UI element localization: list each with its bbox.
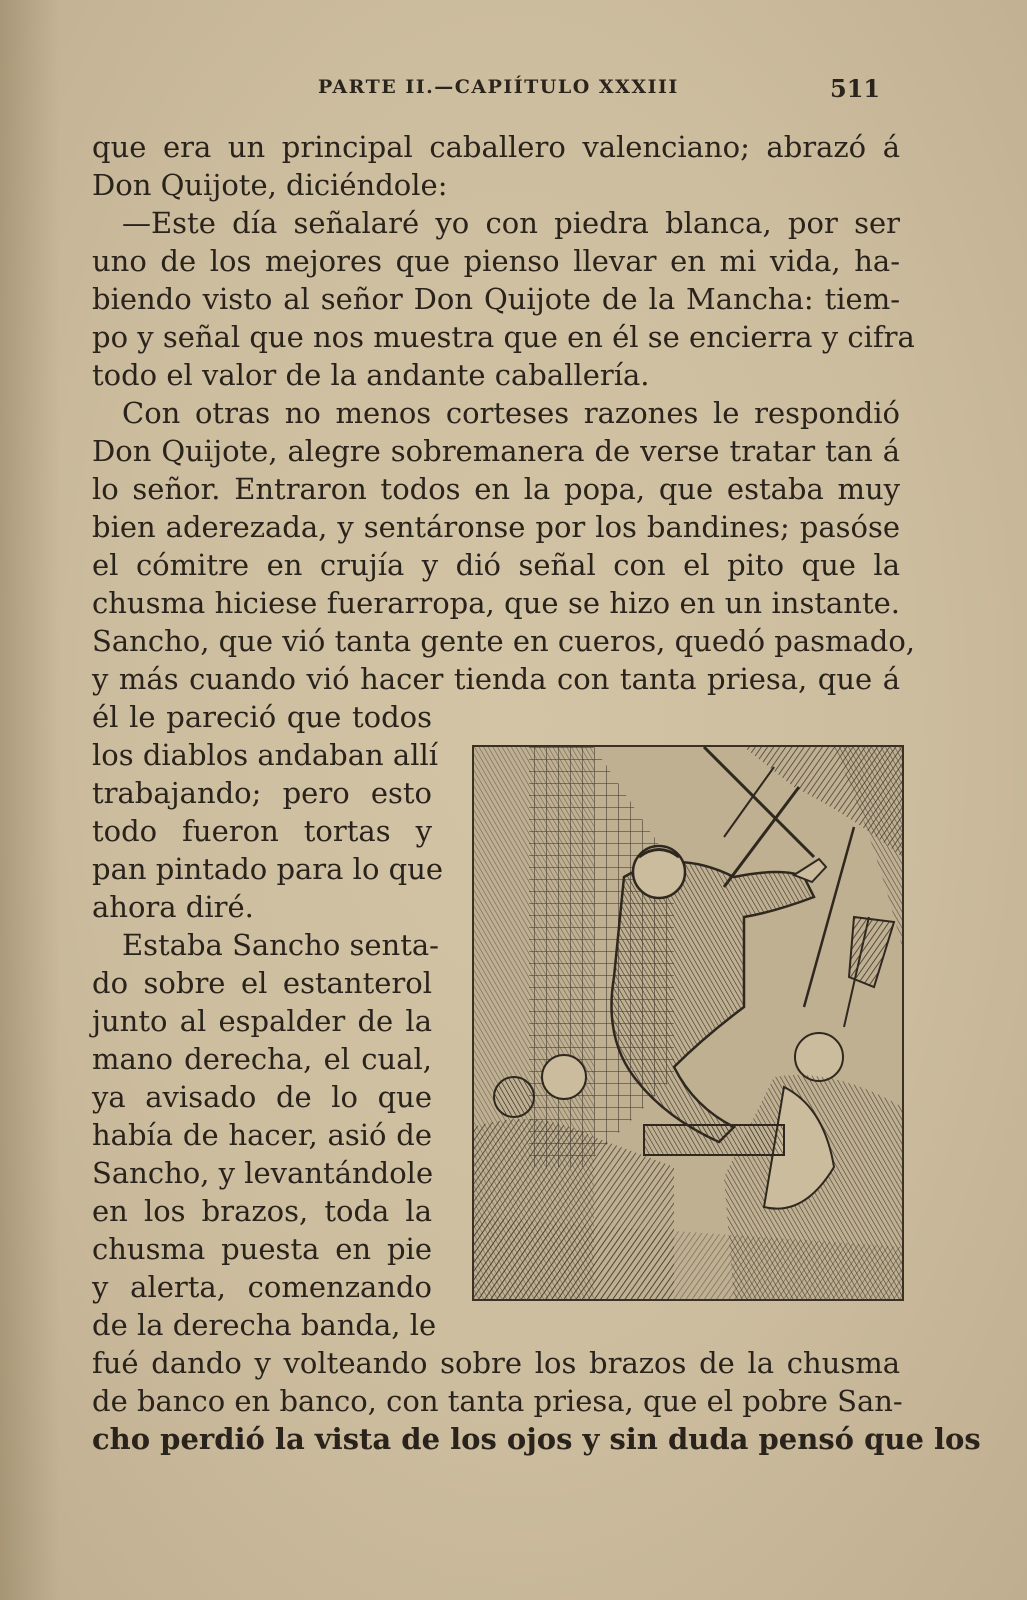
text-line: de banco en banco, con tanta priesa, que el pobre San- [92, 1384, 903, 1418]
text-line: pan pintado para lo que [92, 852, 444, 886]
text-line: había de hacer, asió de [92, 1118, 432, 1152]
text-line: trabajando; pero esto [92, 776, 432, 810]
text-line: junto al espalder de la [92, 1004, 432, 1038]
text-line: todo el valor de la andante caballería. [92, 358, 650, 392]
text-line: lo señor. Entraron todos en la popa, que estaba muy [92, 472, 900, 506]
text-line: chusma hiciese fuerarropa, que se hizo en un instante. [92, 586, 900, 620]
page-number: 511 [830, 74, 881, 103]
page-edge-shadow [0, 0, 60, 1600]
text-line: y alerta, comenzando [92, 1270, 432, 1304]
text-line: do sobre el estanterol [92, 966, 432, 1000]
text-line: Don Quijote, diciéndole: [92, 168, 448, 202]
text-line: fué dando y volteando sobre los brazos de la chusma [92, 1346, 900, 1380]
text-line: ahora diré. [92, 890, 254, 924]
text-line: Estaba Sancho senta- [122, 928, 439, 962]
text-line: de la derecha banda, le [92, 1308, 437, 1342]
text-line: que era un principal caballero valenciano; abrazó á [92, 130, 900, 164]
text-line: Don Quijote, alegre sobremanera de verse tratar tan á [92, 434, 900, 468]
text-line: po y señal que nos muestra que en él se encierra y cifra [92, 320, 915, 354]
text-line: Con otras no menos corteses razones le respondió [122, 396, 900, 430]
text-line: uno de los mejores que pienso llevar en mi vida, ha- [92, 244, 900, 278]
text-line: bien aderezada, y sentáronse por los bandines; pasóse [92, 510, 900, 544]
text-line: los diablos andaban allí [92, 738, 439, 772]
text-line: él le pareció que todos [92, 700, 432, 734]
running-head: PARTE II.—CAPIÍTULO XXXIII [318, 76, 679, 98]
text-line: Sancho, que vió tanta gente en cueros, quedó pasmado, [92, 624, 916, 658]
engraving-figure [474, 747, 902, 1299]
text-line: chusma puesta en pie [92, 1232, 432, 1266]
engraving-illustration [472, 745, 904, 1301]
text-line: ya avisado de lo que [92, 1080, 432, 1114]
text-line: todo fueron tortas y [92, 814, 432, 848]
text-line: en los brazos, toda la [92, 1194, 432, 1228]
text-line: biendo visto al señor Don Quijote de la Mancha: tiem- [92, 282, 900, 316]
text-line: Sancho, y levantándole [92, 1156, 434, 1190]
text-line: cho perdió la vista de los ojos y sin duda pensó que los [92, 1422, 981, 1456]
text-line: mano derecha, el cual, [92, 1042, 432, 1076]
text-line: —Este día señalaré yo con piedra blanca, por ser [122, 206, 900, 240]
text-line: el cómitre en crujía y dió señal con el pito que la [92, 548, 900, 582]
text-line: y más cuando vió hacer tienda con tanta priesa, que á [92, 662, 900, 696]
